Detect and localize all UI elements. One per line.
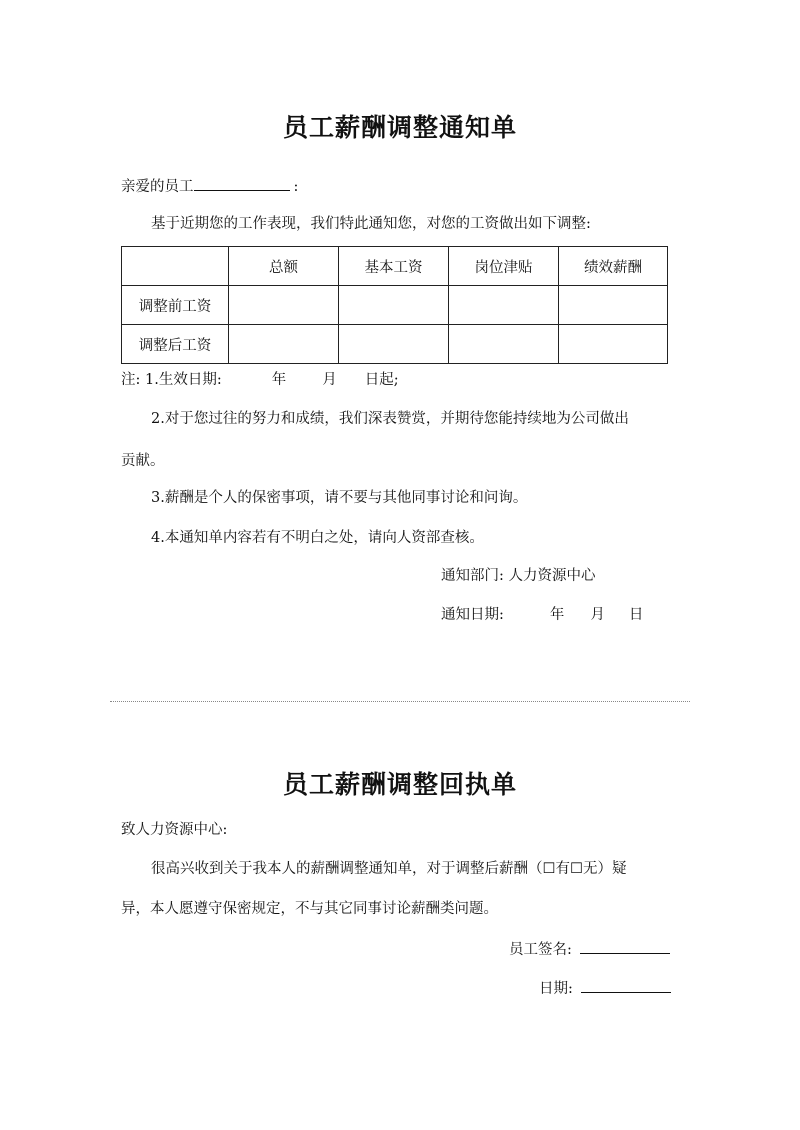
note-2-line-2: 贡献。 xyxy=(121,453,165,469)
note-day-suffix: 日起; xyxy=(364,372,399,388)
employee-name-blank[interactable] xyxy=(194,175,290,191)
table-cell[interactable] xyxy=(559,286,668,325)
note-year: 年 xyxy=(271,372,287,388)
table-cell[interactable] xyxy=(449,286,559,325)
notice-title: 员工薪酬调整通知单 xyxy=(282,113,517,142)
notice-dept: 通知部门: 人力资源中心 xyxy=(441,568,596,584)
salary-table xyxy=(121,246,668,364)
notice-date xyxy=(441,605,643,625)
note-prefix: 注: 1.生效日期: xyxy=(121,372,222,388)
notice-date-month: 月 xyxy=(590,607,605,623)
signature-blank[interactable] xyxy=(580,938,670,954)
table-header-cell: 岗位津贴 xyxy=(449,247,559,286)
receipt-date-line xyxy=(539,977,671,999)
table-cell[interactable] xyxy=(449,325,559,364)
receipt-body-line-2: 异，本人愿遵守保密规定，不与其它同事讨论薪酬类问题。 xyxy=(121,901,498,917)
table-row xyxy=(122,286,668,325)
signature-label: 员工签名: xyxy=(509,942,572,958)
signature-line xyxy=(509,938,670,960)
notice-date-day: 日 xyxy=(628,607,644,623)
table-cell[interactable] xyxy=(339,325,449,364)
notice-date-label: 通知日期: xyxy=(441,607,504,623)
receipt-date-label: 日期: xyxy=(539,981,573,997)
table-header-cell: 绩效薪酬 xyxy=(559,247,668,286)
greeting-line xyxy=(121,175,298,197)
row-label: 调整后工资 xyxy=(122,325,229,364)
receipt-recipient: 致人力资源中心: xyxy=(121,822,228,838)
table-cell[interactable] xyxy=(559,325,668,364)
row-label: 调整前工资 xyxy=(122,286,229,325)
note-month: 月 xyxy=(322,372,337,388)
note-2-line-1: 2.对于您过往的努力和成绩，我们深表赞赏，并期待您能持续地为公司做出 xyxy=(151,411,629,427)
receipt-title: 员工薪酬调整回执单 xyxy=(282,770,517,799)
receipt-date-blank[interactable] xyxy=(581,977,671,993)
table-header-cell: 基本工资 xyxy=(339,247,449,286)
receipt-body-line-1: 很高兴收到关于我本人的薪酬调整通知单，对于调整后薪酬（☐有☐无）疑 xyxy=(151,861,627,877)
table-cell[interactable] xyxy=(339,286,449,325)
notice-date-year: 年 xyxy=(549,607,565,623)
table-header-row xyxy=(122,247,668,286)
table-cell[interactable] xyxy=(229,286,339,325)
note-3: 3.薪酬是个人的保密事项，请不要与其他同事讨论和问询。 xyxy=(151,490,528,506)
table-header-cell: 总额 xyxy=(229,247,339,286)
section-divider xyxy=(110,701,690,702)
table-row xyxy=(122,325,668,364)
note-4: 4.本通知单内容若有不明白之处，请向人资部查核。 xyxy=(151,530,484,546)
greeting-prefix: 亲爱的员工 xyxy=(121,179,194,195)
note-effective-date xyxy=(121,370,399,390)
table-header-cell xyxy=(122,247,229,286)
greeting-suffix: : xyxy=(293,179,299,195)
table-cell[interactable] xyxy=(229,325,339,364)
intro-text: 基于近期您的工作表现，我们特此通知您，对您的工资做出如下调整: xyxy=(151,216,591,232)
